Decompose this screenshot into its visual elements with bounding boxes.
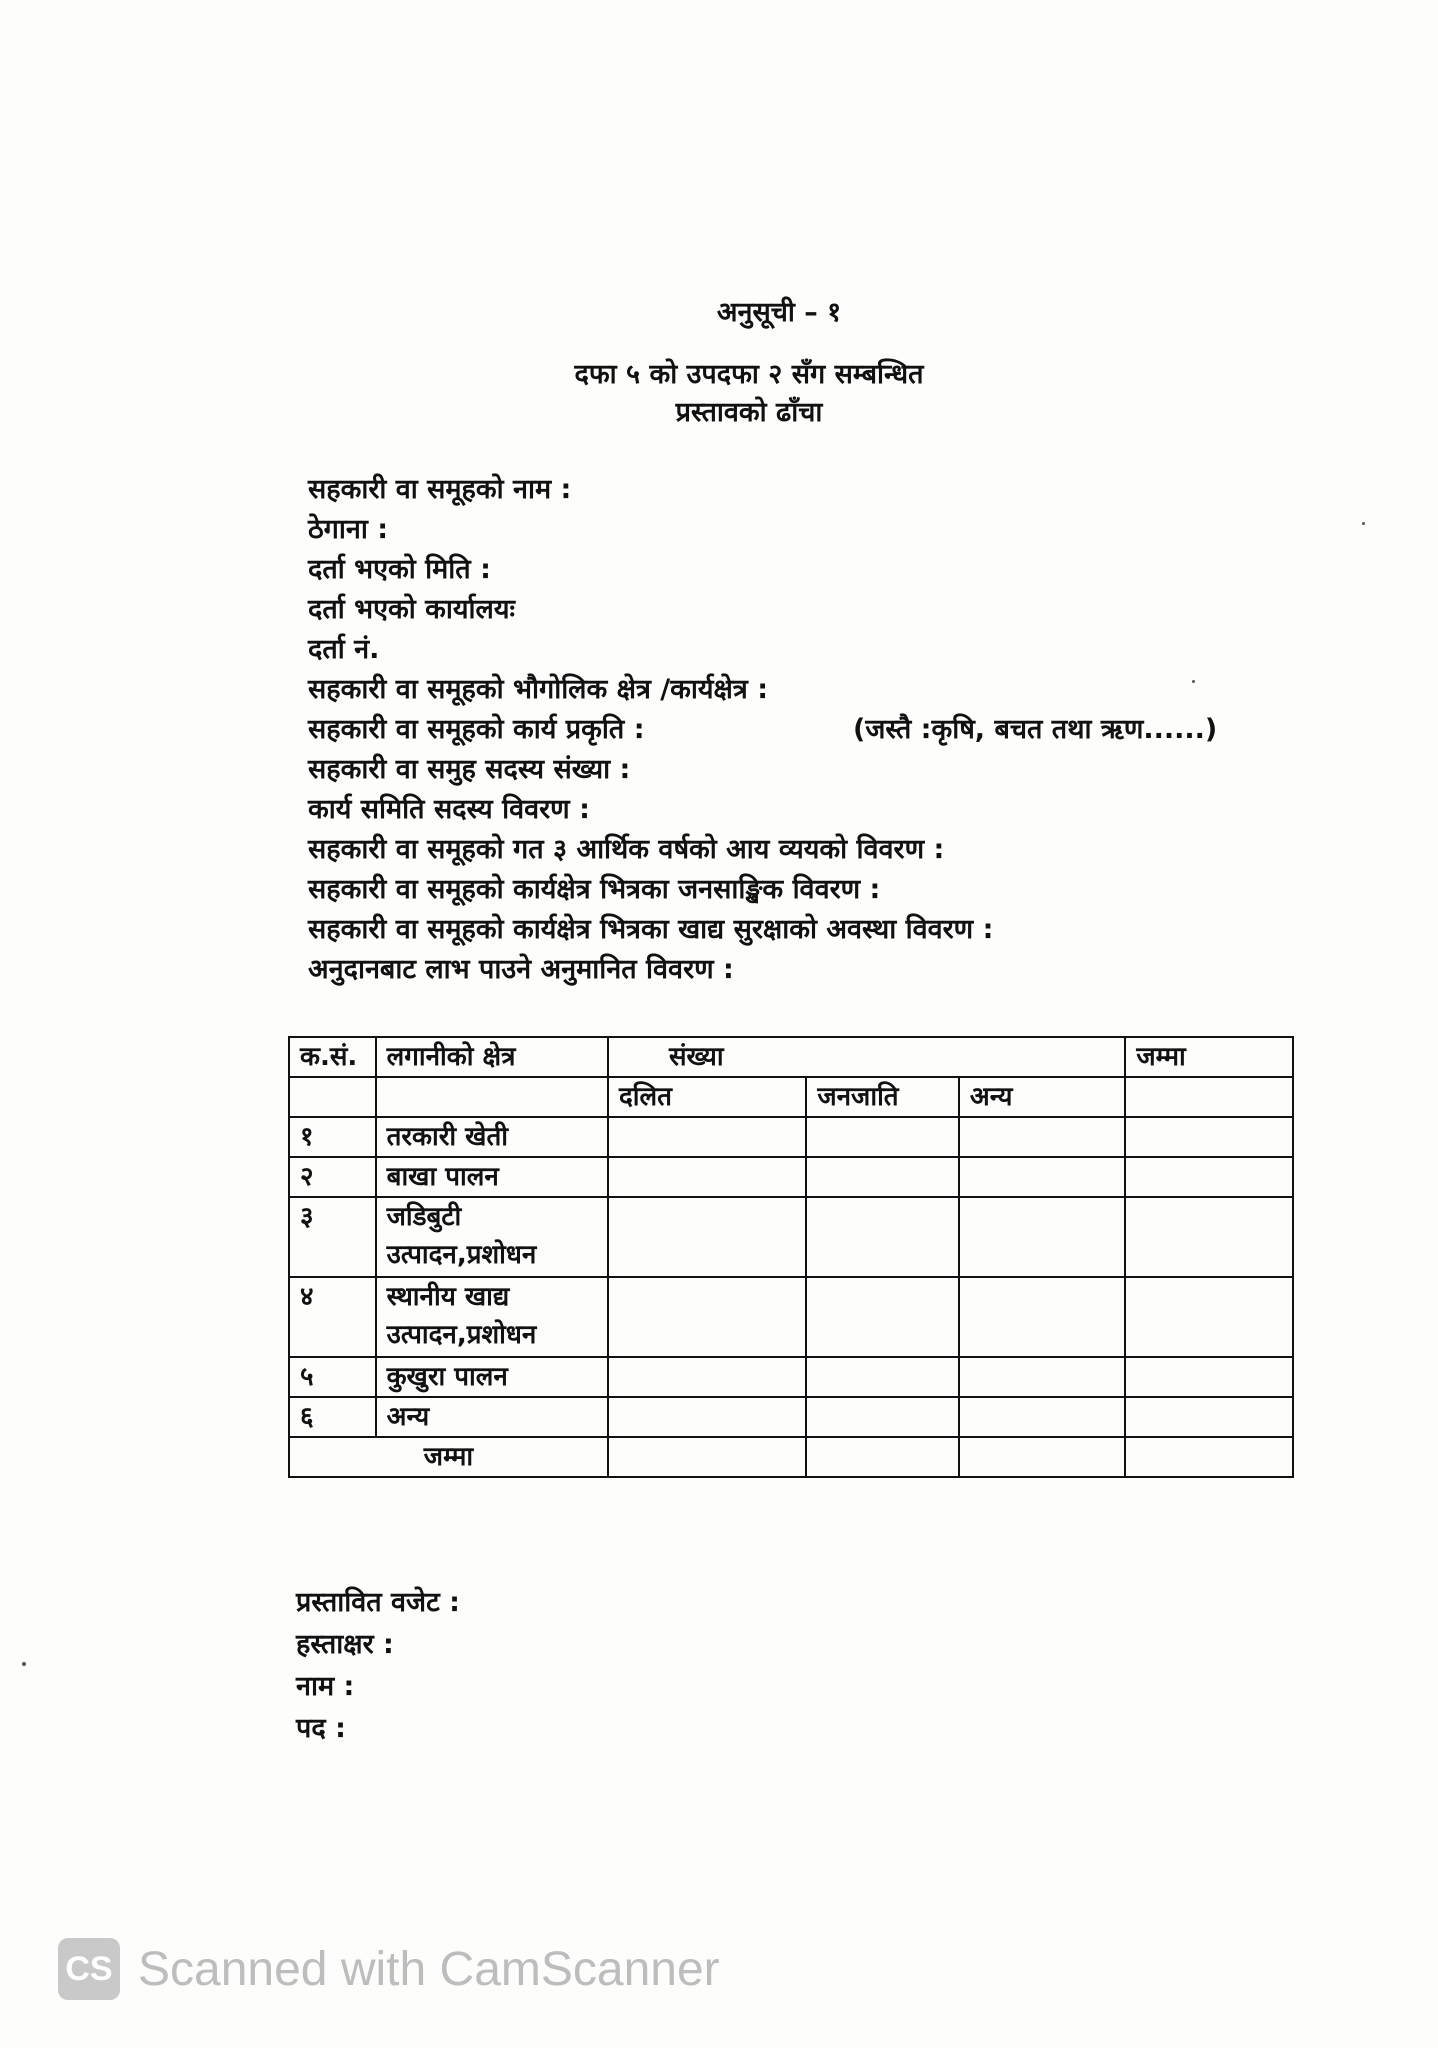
header-total: जम्मा: [1125, 1037, 1293, 1077]
position-label: पद :: [296, 1713, 346, 1744]
table-cell: [806, 1117, 959, 1157]
field-work-nature: सहकारी वा समूहको कार्य प्रकृति : (जस्तै :कृषि, बचत तथा ऋण......): [308, 710, 993, 750]
proposal-fields: [308, 470, 1218, 990]
name-label: नाम :: [296, 1671, 355, 1702]
table-cell: [608, 1437, 806, 1477]
field-committee-details: कार्य समिति सदस्य विवरण :: [308, 794, 590, 825]
camscanner-watermark: [58, 1938, 720, 2000]
header-dalit: दलित: [608, 1077, 806, 1117]
table-cell: [806, 1197, 959, 1277]
table-cell: [806, 1357, 959, 1397]
field-registration-office: दर्ता भएको कार्यालयः: [308, 594, 515, 625]
table-row: [289, 1197, 1293, 1277]
row-sn: ६: [289, 1397, 376, 1437]
field-registration-number: दर्ता नं.: [308, 634, 380, 665]
table-cell: [806, 1437, 959, 1477]
table-cell: [1125, 1437, 1293, 1477]
proposed-budget-label: प्रस्तावित वजेट :: [296, 1587, 460, 1618]
watermark-text: Scanned with CamScanner: [138, 1942, 720, 1996]
table-cell: [959, 1277, 1125, 1357]
table-cell: [959, 1157, 1125, 1197]
table-cell: [608, 1157, 806, 1197]
schedule-heading: अनुसूची – १: [716, 297, 842, 328]
scan-speck: [1192, 680, 1195, 683]
table-cell: [806, 1397, 959, 1437]
table-cell: [1125, 1357, 1293, 1397]
table-row: [289, 1397, 1293, 1437]
row-sn: ४: [289, 1277, 376, 1357]
table-total-row: [289, 1437, 1293, 1477]
scan-speck: [1362, 522, 1365, 525]
header-count: संख्या: [608, 1037, 1125, 1077]
table-cell: [608, 1117, 806, 1157]
total-label: जम्मा: [289, 1437, 608, 1477]
signature-block: [296, 1582, 460, 1750]
field-food-security: सहकारी वा समूहको कार्यक्षेत्र भित्रका खाद्य सुरक्षाको अवस्था विवरण :: [308, 914, 994, 945]
table-cell: [959, 1357, 1125, 1397]
field-geographic-area: सहकारी वा समूहको भौगोलिक क्षेत्र /कार्यक्षेत्र :: [308, 674, 768, 705]
table-cell: [608, 1277, 806, 1357]
form-subtitle: प्रस्तावको ढाँचा: [675, 397, 823, 428]
table-header-row: [289, 1037, 1293, 1077]
field-member-count: सहकारी वा समुह सदस्य संख्या :: [308, 754, 631, 785]
scan-speck: [22, 1662, 26, 1666]
table-row: [289, 1357, 1293, 1397]
table-cell: [608, 1197, 806, 1277]
table-row: [289, 1277, 1293, 1357]
table-row: [289, 1157, 1293, 1197]
row-sector: तरकारी खेती: [376, 1117, 608, 1157]
header-other: अन्य: [959, 1077, 1125, 1117]
table-cell: [1125, 1077, 1293, 1117]
table-cell: [959, 1117, 1125, 1157]
table-cell: [959, 1437, 1125, 1477]
table-cell: [289, 1077, 376, 1117]
row-sn: ३: [289, 1197, 376, 1277]
field-demographics: सहकारी वा समूहको कार्यक्षेत्र भित्रका जनसाङ्खिक विवरण :: [308, 874, 881, 905]
table-cell: [806, 1277, 959, 1357]
table-cell: [1125, 1157, 1293, 1197]
field-registration-date: दर्ता भएको मिति :: [308, 554, 491, 585]
table-cell: [1125, 1277, 1293, 1357]
header-janajati: जनजाति: [806, 1077, 959, 1117]
row-sn: ५: [289, 1357, 376, 1397]
work-nature-example: (जस्तै :कृषि, बचत तथा ऋण......): [853, 714, 1218, 745]
investment-table: [288, 1036, 1294, 1478]
table-cell: [1125, 1197, 1293, 1277]
table-cell: [959, 1397, 1125, 1437]
camscanner-logo-icon: CS: [58, 1938, 120, 2000]
table-cell: [959, 1197, 1125, 1277]
field-name: सहकारी वा समूहको नाम :: [308, 474, 572, 505]
table-cell: [1125, 1397, 1293, 1437]
row-sector: अन्य: [376, 1397, 608, 1437]
table-cell: [806, 1157, 959, 1197]
table-cell: [1125, 1117, 1293, 1157]
field-address: ठेगाना :: [308, 514, 389, 545]
field-income-expense: सहकारी वा समूहको गत ३ आर्थिक वर्षको आय व्ययको विवरण :: [308, 834, 945, 865]
section-heading: दफा ५ को उपदफा २ सँग सम्बन्धित: [574, 359, 924, 390]
table-subheader-row: [289, 1077, 1293, 1117]
table-cell: [608, 1357, 806, 1397]
signature-label: हस्ताक्षर :: [296, 1629, 394, 1660]
field-beneficiaries: अनुदानबाट लाभ पाउने अनुमानित विवरण :: [308, 954, 734, 985]
header-sector: लगानीको क्षेत्र: [376, 1037, 608, 1077]
row-sector: कुखुरा पालन: [376, 1357, 608, 1397]
row-sn: २: [289, 1157, 376, 1197]
header-sn: क.सं.: [289, 1037, 376, 1077]
row-sector: स्थानीय खाद्य उत्पादन,प्रशोधन: [376, 1277, 608, 1357]
row-sector: जडिबुटी उत्पादन,प्रशोधन: [376, 1197, 608, 1277]
table-row: [289, 1117, 1293, 1157]
row-sn: १: [289, 1117, 376, 1157]
row-sector: बाखा पालन: [376, 1157, 608, 1197]
table-cell: [608, 1397, 806, 1437]
table-cell: [376, 1077, 608, 1117]
